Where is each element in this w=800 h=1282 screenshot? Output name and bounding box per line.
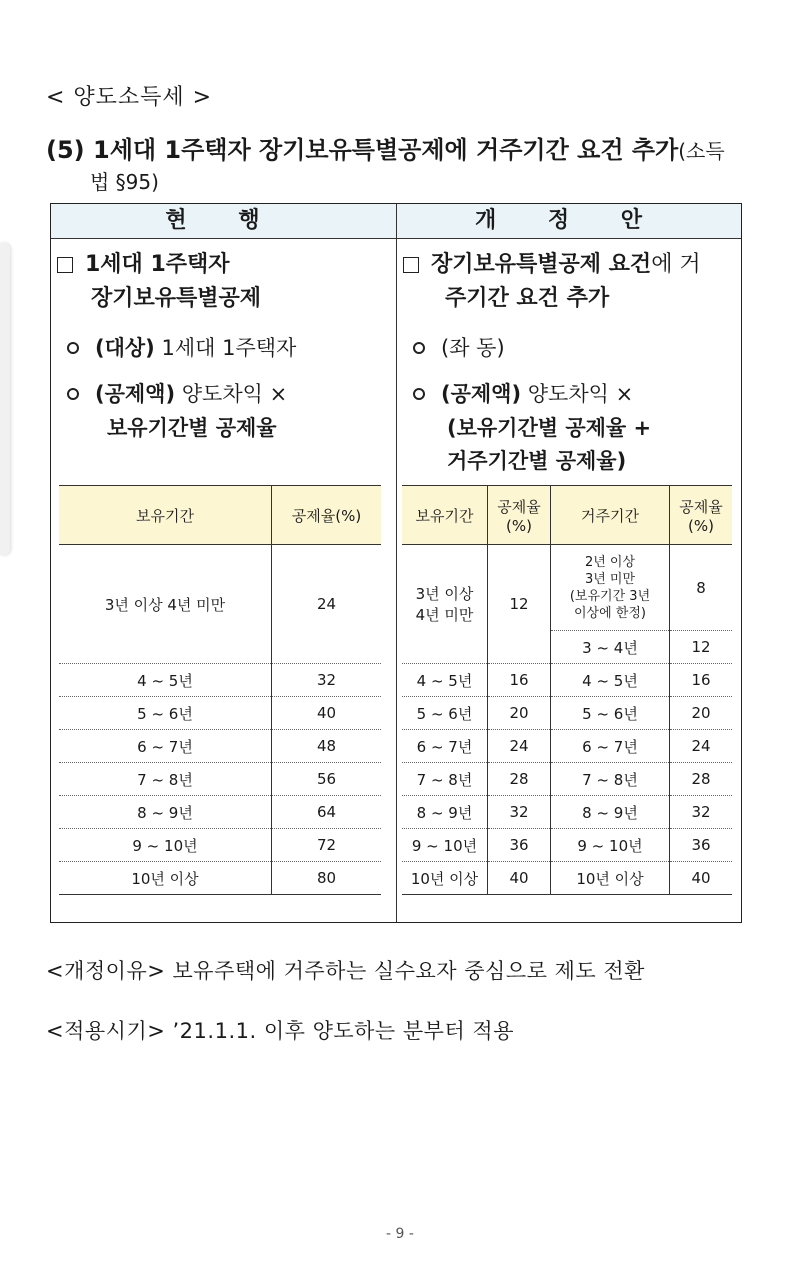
reside-rate-cell: 12 — [670, 631, 733, 664]
table-row — [59, 796, 381, 829]
col-header-period: 보유기간 — [59, 486, 272, 545]
period-cell: 7 ~ 8년 — [59, 763, 272, 796]
proposed-box-line2: 주기간 요건 추가 — [445, 286, 610, 311]
hold-period-cell: 3년 이상 4년 미만 — [402, 545, 488, 664]
hold-rate-cell: 40 — [488, 862, 551, 895]
col-header-reside-rate: 공제율 (%) — [670, 486, 733, 545]
item-number: (5) — [46, 136, 85, 164]
rate-cell: 64 — [272, 796, 382, 829]
proposed-box-line1-bold: 장기보유특별공제 요건 — [431, 252, 652, 277]
reside-period-cell: 7 ~ 8년 — [551, 763, 670, 796]
law-reference-open: (소득 — [678, 139, 725, 163]
col-header-hold-rate: 공제율 (%) — [488, 486, 551, 545]
page-number: - 9 - — [386, 1226, 414, 1242]
hold-rate-cell: 16 — [488, 664, 551, 697]
current-box-line1: 1세대 1주택자 — [85, 252, 230, 277]
hold-rate-cell: 24 — [488, 730, 551, 763]
circle-bullet-icon — [67, 388, 79, 400]
table-row — [59, 763, 381, 796]
hold-period-cell: 6 ~ 7년 — [402, 730, 488, 763]
proposed-deduction-label: (공제액) — [441, 382, 522, 406]
current-deduction-value-1: 양도차익 × — [181, 382, 288, 406]
circle-bullet-icon — [413, 388, 425, 400]
hold-rate-cell: 20 — [488, 697, 551, 730]
period-cell: 8 ~ 9년 — [59, 796, 272, 829]
proposed-box-title — [403, 248, 701, 282]
hold-period-cell: 8 ~ 9년 — [402, 796, 488, 829]
reside-rate-cell: 28 — [670, 763, 733, 796]
period-cell: 3년 이상 4년 미만 — [59, 545, 272, 664]
rate-cell: 72 — [272, 829, 382, 862]
period-cell: 9 ~ 10년 — [59, 829, 272, 862]
current-target — [67, 331, 296, 365]
law-reference-close: 법 §95) — [90, 170, 159, 194]
period-cell: 4 ~ 5년 — [59, 664, 272, 697]
period-cell: 10년 이상 — [59, 862, 272, 895]
column-divider — [396, 204, 397, 922]
hold-rate-cell: 12 — [488, 545, 551, 664]
current-box-title — [57, 248, 230, 282]
header-current: 현 행 — [165, 208, 282, 233]
item-title: 1세대 1주택자 장기보유특별공제에 거주기간 요건 추가 — [93, 136, 679, 164]
table-header-row — [59, 486, 381, 545]
circle-bullet-icon — [413, 342, 425, 354]
reside-rate-cell: 16 — [670, 664, 733, 697]
reside-period-cell: 5 ~ 6년 — [551, 697, 670, 730]
col-header-reside: 거주기간 — [551, 486, 670, 545]
proposed-rate-table — [402, 485, 732, 895]
col-header-hold: 보유기간 — [402, 486, 488, 545]
proposed-deduction-value-3: 거주기간별 공제율) — [447, 449, 627, 473]
table-row — [402, 730, 732, 763]
reside-rate-cell: 32 — [670, 796, 733, 829]
table-row — [402, 664, 732, 697]
reside-period-cell: 10년 이상 — [551, 862, 670, 895]
reside-rate-cell: 8 — [670, 545, 733, 631]
hold-rate-cell: 36 — [488, 829, 551, 862]
revision-reason: <개정이유> 보유주택에 거주하는 실수요자 중심으로 제도 전환 — [46, 959, 645, 983]
reside-period-cell: 4 ~ 5년 — [551, 664, 670, 697]
table-header-row — [402, 486, 732, 545]
table-row — [59, 730, 381, 763]
table-row — [402, 862, 732, 895]
circle-bullet-icon — [67, 342, 79, 354]
table-row — [59, 862, 381, 895]
reside-rate-cell: 20 — [670, 697, 733, 730]
hold-rate-cell: 32 — [488, 796, 551, 829]
hold-period-cell: 9 ~ 10년 — [402, 829, 488, 862]
rate-cell: 56 — [272, 763, 382, 796]
table-row — [59, 829, 381, 862]
scroll-handle[interactable] — [0, 243, 10, 555]
current-deduction-label: (공제액) — [95, 382, 176, 406]
current-target-value: 1세대 1주택자 — [161, 336, 297, 360]
rate-cell: 32 — [272, 664, 382, 697]
checkbox-icon — [403, 257, 419, 273]
period-cell: 5 ~ 6년 — [59, 697, 272, 730]
hold-period-cell: 5 ~ 6년 — [402, 697, 488, 730]
current-box-line2: 장기보유특별공제 — [91, 286, 262, 311]
item-heading — [46, 133, 751, 194]
section-tag: < 양도소득세 > — [46, 85, 213, 110]
col-header-rate: 공제율(%) — [272, 486, 382, 545]
effective-date: <적용시기> ’21.1.1. 이후 양도하는 분부터 적용 — [46, 1019, 515, 1043]
current-deduction-value-2: 보유기간별 공제율 — [107, 416, 277, 440]
rate-cell: 48 — [272, 730, 382, 763]
proposed-target-value: (좌 동) — [441, 336, 505, 360]
proposed-target — [413, 331, 505, 365]
rate-cell: 24 — [272, 545, 382, 664]
rate-cell: 80 — [272, 862, 382, 895]
table-row — [59, 545, 381, 664]
hold-rate-cell: 28 — [488, 763, 551, 796]
table-row — [402, 763, 732, 796]
current-rate-table — [59, 485, 381, 895]
proposed-deduction-value-2: (보유기간별 공제율 + — [447, 416, 652, 440]
reside-rate-cell: 24 — [670, 730, 733, 763]
period-cell: 6 ~ 7년 — [59, 730, 272, 763]
table-row — [402, 829, 732, 862]
checkbox-icon — [57, 257, 73, 273]
reside-period-cell: 2년 이상 3년 미만 (보유기간 3년 이상에 한정) — [551, 545, 670, 631]
proposed-box-line1-rest: 에 거 — [651, 252, 701, 277]
table-row — [59, 697, 381, 730]
reside-period-cell: 9 ~ 10년 — [551, 829, 670, 862]
hold-period-cell: 7 ~ 8년 — [402, 763, 488, 796]
reside-rate-cell: 36 — [670, 829, 733, 862]
reside-period-cell: 8 ~ 9년 — [551, 796, 670, 829]
hold-period-cell: 10년 이상 — [402, 862, 488, 895]
rate-cell: 40 — [272, 697, 382, 730]
hold-period-cell: 4 ~ 5년 — [402, 664, 488, 697]
proposed-deduction-value-1: 양도차익 × — [527, 382, 634, 406]
table-row — [402, 697, 732, 730]
reside-rate-cell: 40 — [670, 862, 733, 895]
proposed-deduction — [413, 377, 633, 411]
current-deduction — [67, 377, 287, 411]
current-target-label: (대상) — [95, 336, 155, 360]
table-row — [59, 664, 381, 697]
table-row — [402, 796, 732, 829]
header-proposed: 개 정 안 — [474, 208, 665, 233]
comparison-table — [50, 203, 742, 923]
reside-period-cell: 3 ~ 4년 — [551, 631, 670, 664]
table-row — [402, 545, 732, 631]
reside-period-cell: 6 ~ 7년 — [551, 730, 670, 763]
